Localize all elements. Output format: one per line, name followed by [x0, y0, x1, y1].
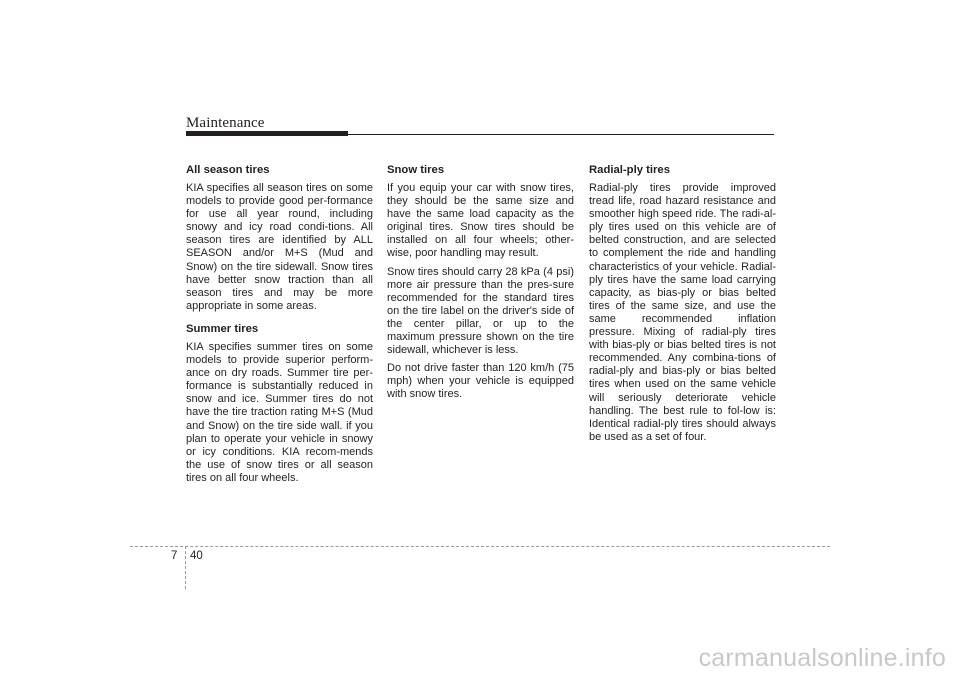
heading-snow-tires: Snow tires [387, 164, 445, 176]
paragraph-snow-tires-1: If you equip your car with snow tires, they should be the same size and have the same load capacity as the original tires. Snow tires should be installed on all four wheels; other-wise, poor handling may result. [387, 182, 574, 260]
footer-divider [130, 546, 830, 547]
paragraph-snow-tires-2: Snow tires should carry 28 kPa (4 psi) more air pressure than the pres-sure recommended for the standard tires on the tire label on the driver's side of the center pillar, or up to the maximum pressure shown on the tire sidewall, whichever is less. [387, 265, 574, 357]
heading-radial-ply-tires: Radial-ply tires [589, 164, 670, 176]
header-rule-thick [186, 131, 348, 136]
column-radial-ply-tires [589, 164, 776, 449]
column-all-season-summer [186, 164, 373, 490]
section-title: Maintenance [186, 115, 265, 131]
page-number: 40 [190, 550, 203, 562]
heading-summer-tires: Summer tires [186, 322, 259, 335]
watermark: carmanualsonline.info [698, 644, 946, 672]
header-rule-thin [348, 134, 774, 135]
paragraph-radial-ply-tires: Radial-ply tires provide improved tread life, road hazard resistance and smoother high speed ride. The radi-al-ply tires used on this vehicle are of belted construction, and are selected to complement the ride and handling characteristics of your vehicle. Radial-ply tires have the same load carrying capacity, as bias-ply or bias belted tires of the same size, and use the same recommended inflation pressure. Mixing of radial-ply tires with bias-ply or bias belted tires is not recommended. Any combina-tions of radial-ply and bias-ply or bias belted tires when used on the same vehicle will seriously deteriorate vehicle handling. The best rule to fol-low is: Identical radial-ply tires should always be used as a set of four. [589, 182, 776, 443]
column-snow-tires [387, 164, 574, 407]
heading-all-season-tires: All season tires [186, 164, 270, 176]
paragraph-all-season-tires: KIA specifies all season tires on some models to provide good per-formance for use all year round, including snowy and icy road condi-tions. All season tires are identified by ALL SEASON and/or M+S (Mud and Snow) on the tire sidewall. Snow tires have better snow traction than all season tires and may be more appropriate in some areas. [186, 182, 373, 312]
footer-vertical-divider [185, 546, 186, 589]
chapter-number: 7 [171, 550, 178, 562]
paragraph-snow-tires-3: Do not drive faster than 120 km/h (75 mph) when your vehicle is equipped with snow tires. [387, 362, 574, 401]
paragraph-summer-tires: KIA specifies summer tires on some models to provide superior perform-ance on dry roads. Summer tire per-formance is substantially reduced in snow and ice. Summer tires do not have the tire traction rating M+S (Mud and Snow) on the tire side wall. if you plan to operate your vehicle in snowy or icy conditions. KIA recom-mends the use of snow tires or all season tires on all four wheels. [186, 340, 373, 484]
